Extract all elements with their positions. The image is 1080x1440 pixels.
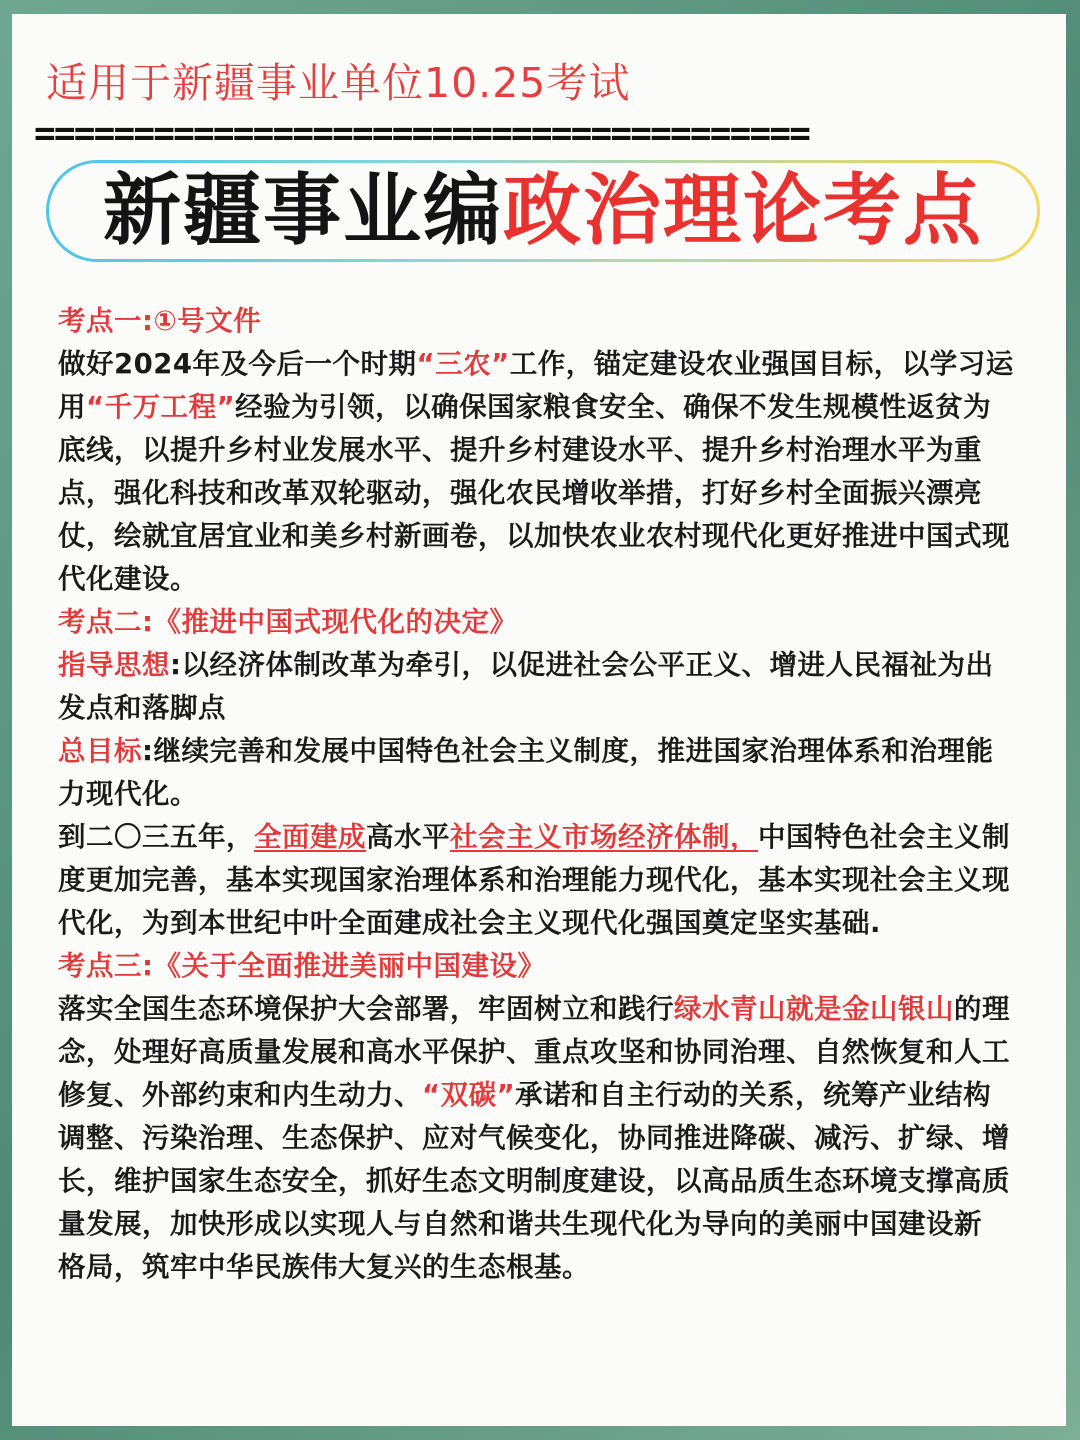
section1-text-c: 经验为引领，以确保国家粮食安全、确保不发生规模性返贫为底线，以提升乡村业发展水平、提升乡村建设水平、提升乡村治理水平为重点，强化科技和改革双轮驱动，强化农民增收举措，打好乡村全面振兴漂亮仗，绘就宜居宜业和美乡村新画卷，以加快农业农村现代化更好推进中国式现代化建设。 (58, 391, 1010, 595)
section3-paragraph-end: 格局，筑牢中华民族伟大复兴的生态根基。 (58, 1251, 590, 1283)
section1-text-a: 做好2024年及今后一个时期 (58, 348, 417, 380)
highlight-quanmian-jiancheng: 全面建成 (254, 821, 366, 853)
section1-paragraph (58, 343, 1018, 601)
section2-goal (58, 730, 1018, 816)
main-content (58, 300, 1018, 1289)
guide-label: 指导思想 (58, 649, 170, 681)
highlight-shuangtan: “双碳” (422, 1079, 516, 1111)
section2-text-a: 到二〇三五年， (58, 821, 254, 853)
title-banner-inner (49, 163, 1037, 259)
section2-2035-paragraph (58, 816, 1018, 945)
divider-line: ======================================= (34, 116, 810, 152)
section3-paragraph (58, 988, 1018, 1246)
section2-text-c: 中国特色社会主义制度更加完善，基本实现国家治理体系和治理能力现代化，基本实现社会主义现代化，为到本世纪中叶全面建成社会主义现代化强国奠定坚实基础. (58, 821, 1010, 939)
section2-heading: 考点二:《推进中国式现代化的决定》 (58, 606, 518, 638)
title-red-part: 政治理论考点 (503, 165, 984, 256)
section1-highlight-qianwan: “千万工程” (86, 391, 236, 423)
highlight-market-economy: 社会主义市场经济体制， (450, 821, 758, 853)
exam-applicability-note: 适用于新疆事业单位10.25考试 (46, 59, 631, 107)
section2-guide (58, 644, 1018, 730)
section3-text-c: 承诺和自主行动的关系，统筹产业结构调整、污染治理、生态保护、应对气候变化，协同推进降碳、减污、扩绿、增长，维护国家生态安全，抓好生态文明制度建设，以高品质生态环境支撑高质量发展，加快形成以实现人与自然和谐共生现代化为导向的美丽中国建设新 (58, 1079, 1010, 1240)
guide-text: :以经济体制改革为牵引，以促进社会公平正义、增进人民福祉为出发点和落脚点 (58, 649, 994, 724)
goal-label: 总目标 (58, 735, 142, 767)
title-banner (46, 160, 1040, 262)
section1-text-b: 工作，锚定建设农业强国目标，以学习运用 (58, 348, 1014, 423)
section2-text-b: 高水平 (366, 821, 450, 853)
section1-highlight-sannong: “三农” (416, 348, 510, 380)
title-dark-part: 新疆事业编 (102, 165, 503, 256)
highlight-green-mountains: 绿水青山就是金山银山 (674, 993, 954, 1025)
section3-heading: 考点三:《关于全面推进美丽中国建设》 (58, 950, 546, 982)
goal-text: :继续完善和发展中国特色社会主义制度，推进国家治理体系和治理能力现代化。 (58, 735, 994, 810)
section1-heading: 考点一:①号文件 (58, 305, 262, 337)
section3-text-b: 的理念，处理好高质量发展和高水平保护、重点攻坚和协同治理、自然恢复和人工修复、外部约束和内生动力、 (58, 993, 1010, 1111)
page-title (103, 163, 983, 259)
section3-text-a: 落实全国生态环境保护大会部署，牢固树立和践行 (58, 993, 674, 1025)
